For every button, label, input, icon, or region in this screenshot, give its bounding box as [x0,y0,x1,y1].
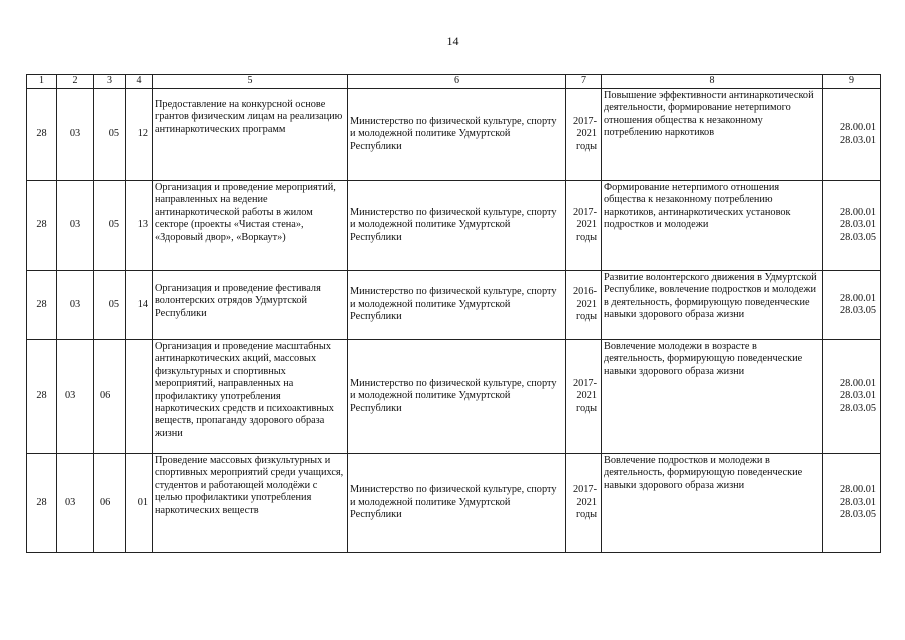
years [566,340,602,454]
header-cell: 1 [27,75,57,89]
header-cell: 4 [126,75,153,89]
indicator-codes [823,89,881,181]
code-m: 13 [126,181,153,271]
header-cell: 8 [602,75,823,89]
indicator-code: 28.03.01 [839,496,876,508]
executor: Министерство по физической культуре, спорту и молодежной политике Удмуртской Республики [348,89,566,181]
header-cell: 7 [566,75,602,89]
measure-name: Организация и проведение масштабных антинаркотических акций, массовых физкультурных и спортивных мероприятий, направленных на профилактику употребления наркотических средств и психоактивных веществ, пропаганду здорового образа жизни [153,340,348,454]
header-cell: 3 [94,75,126,89]
code-gp: 28 [27,454,57,553]
code-om: 06 [94,340,126,454]
year-end: 2021 [576,128,597,140]
program-table [26,74,881,553]
indicator-code: 28.03.01 [839,390,876,402]
measure-name: Организация и проведение мероприятий, направленных на ведение антинаркотической работы в жилом секторе (проекты «Чистая стена», «Здоровый двор», «Воркаут») [153,181,348,271]
executor: Министерство по физической культуре, спорту и молодежной политике Удмуртской Республики [348,454,566,553]
indicator-code: 28.00.01 [839,206,876,218]
years-label: годы [576,140,597,152]
indicator-code: 28.03.05 [839,305,876,316]
code-gp: 28 [27,271,57,340]
table-row [27,340,881,454]
header-cell: 9 [823,75,881,89]
executor: Министерство по физической культуре, спорту и молодежной политике Удмуртской Республики [348,181,566,271]
code-m: 01 [126,454,153,553]
executor: Министерство по физической культуре, спорту и молодежной политике Удмуртской Республики [348,271,566,340]
years-label: годы [576,509,597,521]
header-cell: 5 [153,75,348,89]
year-start: 2017- [572,484,597,496]
code-m [126,340,153,454]
year-end: 2021 [576,390,597,402]
code-om: 05 [94,89,126,181]
code-gp: 28 [27,89,57,181]
code-sp: 03 [57,181,94,271]
years [566,89,602,181]
years [566,181,602,271]
code-gp: 28 [27,181,57,271]
year-start: 2017- [572,115,597,127]
year-start: 2016- [572,286,597,298]
indicator-code: 28.03.01 [839,219,876,231]
header-cell: 6 [348,75,566,89]
expected-result: Развитие волонтерского движения в Удмуртской Республике, вовлечение подростков и молодежи в деятельность, формирующую поведенческие навыки здорового образа жизни [602,271,823,340]
expected-result: Вовлечение подростков и молодежи в деятельность, формирующую поведенческие навыки здорового образа жизни [602,454,823,553]
header-cell: 2 [57,75,94,89]
expected-result: Вовлечение молодежи в возрасте в деятельность, формирующую поведенческие навыки здорового образа жизни [602,340,823,454]
years [566,271,602,340]
years-label: годы [576,402,597,414]
measure-name: Предоставление на конкурсной основе грантов физическим лицам на реализацию антинаркотических программ [153,89,348,181]
indicator-code: 28.00.01 [839,484,876,496]
header-row [27,75,881,89]
code-gp: 28 [27,340,57,454]
code-m: 12 [126,89,153,181]
table-row [27,89,881,181]
indicator-code: 28.03.05 [839,402,876,414]
code-sp: 03 [57,454,94,553]
indicator-code: 28.00.01 [839,377,876,389]
page-number: 14 [446,34,459,48]
years-label: годы [576,311,597,323]
indicator-code: 28.03.01 [839,134,876,146]
table-row [27,181,881,271]
table-row [27,271,881,340]
year-end: 2021 [576,496,597,508]
expected-result: Формирование нетерпимого отношения общества к незаконному потреблению наркотиков, антинаркотических установок подростков и молодежи [602,181,823,271]
year-start: 2017- [572,377,597,389]
indicator-codes [823,271,881,340]
executor: Министерство по физической культуре, спорту и молодежной политике Удмуртской Республики [348,340,566,454]
measure-name: Организация и проведение фестиваля волонтерских отрядов Удмуртской Республики [153,271,348,340]
code-sp: 03 [57,340,94,454]
table-row [27,454,881,553]
indicator-code: 28.03.05 [839,231,876,243]
years-label: годы [576,231,597,243]
year-end: 2021 [576,219,597,231]
code-om: 06 [94,454,126,553]
year-end: 2021 [576,298,597,310]
year-start: 2017- [572,206,597,218]
code-sp: 03 [57,271,94,340]
expected-result: Повышение эффективности антинаркотической деятельности, формирование нетерпимого отношения общества к незаконному потреблению наркотиков [602,89,823,181]
years [566,454,602,553]
code-om: 05 [94,181,126,271]
indicator-code: 28.03.05 [839,509,876,521]
indicator-code: 28.00.01 [839,122,876,134]
code-sp: 03 [57,89,94,181]
measure-name: Проведение массовых физкультурных и спортивных мероприятий среди учащихся, студентов и работающей молодёжи с целью профилактики употребления наркотических веществ [153,454,348,553]
indicator-codes [823,340,881,454]
indicator-codes [823,454,881,553]
code-om: 05 [94,271,126,340]
indicator-code: 28.00.01 [839,292,876,304]
code-m: 14 [126,271,153,340]
indicator-codes [823,181,881,271]
